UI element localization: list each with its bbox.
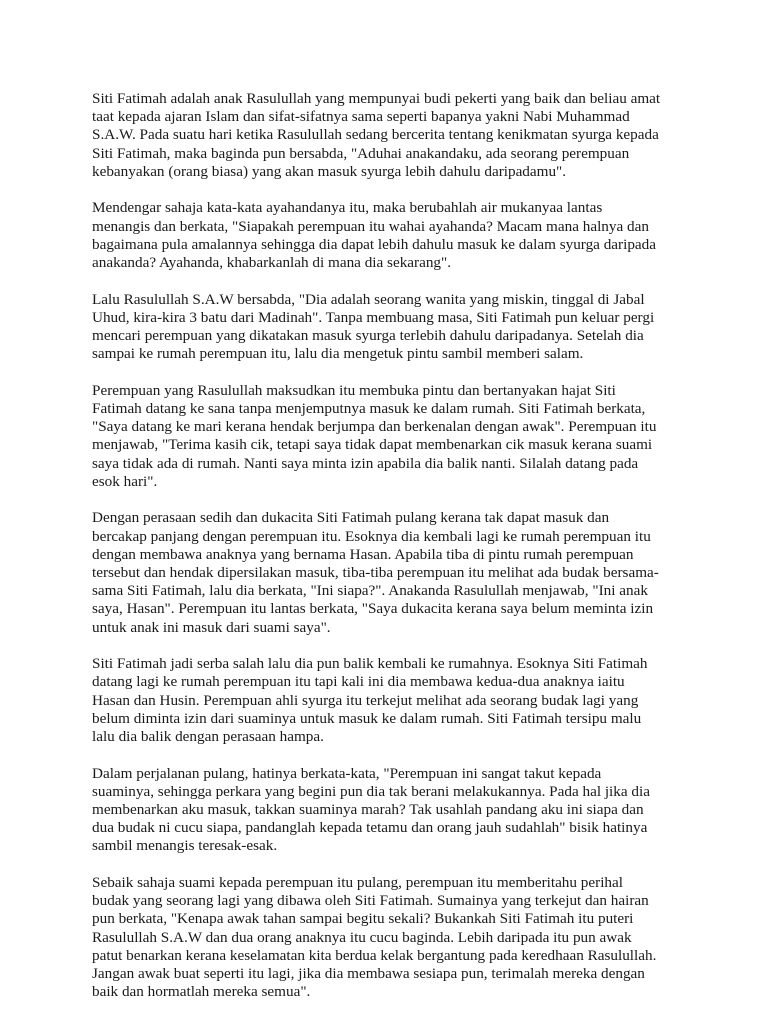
text-line: sampai ke rumah perempuan itu, lalu dia mengetuk pintu sambil memberi salam. (92, 345, 584, 363)
text-line: kebanyakan (orang biasa) yang akan masuk syurga lebih dahulu daripadamu". (92, 162, 567, 180)
document-page (92, 90, 684, 1020)
text-line: Siti Fatimah adalah anak Rasulullah yang mempunyai budi pekerti yang baik dan beliau amat (92, 90, 661, 107)
text-line: Jangan awak buat seperti itu lagi, jika dia membawa sesiapa pun, terimalah mereka dengan (92, 965, 645, 983)
text-line: lalu dia balik dengan perasaan hampa. (92, 728, 324, 746)
text-line: Siti Fatimah, maka baginda pun bersabda, "Aduhai anakandaku, ada seorang perempuan (92, 144, 630, 162)
text-line: "Saya datang ke mari kerana hendak berjumpa dan berkenalan dengan awak". Perempuan itu (92, 418, 657, 436)
text-line: dua budak ni cucu siapa, pandanglah kepada tetamu dan orang jauh sudahlah" bisik hatinya (92, 819, 648, 837)
text-line: Hasan dan Husin. Perempuan ahli syurga itu terkejut melihat ada seorang budak lagi yang (92, 691, 639, 709)
text-line: dengan membawa anaknya yang bernama Hasan. Apabila tiba di pintu rumah perempuan (92, 545, 634, 563)
paragraph (92, 655, 684, 746)
text-line: Lalu Rasulullah S.A.W bersabda, "Dia adalah seorang wanita yang miskin, tinggal di Jabal (92, 290, 645, 308)
paragraph (92, 90, 684, 181)
text-line: pun berkata, "Kenapa awak tahan sampai begitu sekali? Bukankah Siti Fatimah itu puteri (92, 910, 634, 928)
paragraph (92, 291, 684, 364)
text-line: baik dan hormatlah mereka semua". (92, 983, 311, 1001)
text-line: Fatimah datang ke sana tanpa menjemputnya masuk ke dalam rumah. Siti Fatimah berkata, (92, 400, 646, 418)
text-line: belum diminta izin dari suaminya untuk masuk ke dalam rumah. Siti Fatimah tersipu malu (92, 709, 642, 727)
text-line: saya, Hasan". Perempuan itu lantas berkata, "Saya dukacita kerana saya belum meminta izin (92, 600, 654, 618)
text-line: Dengan perasaan sedih dan dukacita Siti Fatimah pulang kerana tak dapat masuk dan (92, 509, 610, 527)
text-line: Rasulullah S.A.W dan dua orang anaknya itu cucu baginda. Lebih daripada itu pun awak (92, 928, 632, 946)
paragraph (92, 765, 684, 856)
text-line: datang lagi ke rumah perempuan itu tapi kali ini dia membawa kedua-dua anaknya iaitu (92, 673, 625, 691)
text-line: esok hari". (92, 472, 158, 490)
paragraph (92, 199, 684, 272)
text-line: menangis dan berkata, "Siapakah perempuan itu wahai ayahanda? Macam mana halnya dan (92, 217, 649, 235)
text-line: menjawab, "Terima kasih cik, tetapi saya tidak dapat membenarkan cik masuk kerana suami (92, 436, 653, 454)
text-line: anakanda? Ayahanda, khabarkanlah di mana dia sekarang". (92, 254, 452, 272)
text-line: bagaimana pula amalannya sehingga dia dapat lebih dahulu masuk ke dalam syurga daripada (92, 235, 656, 253)
text-line: patut benarkan kerana keselamatan kita berdua kelak bergantung pada keredhaan Rasulullah. (92, 946, 657, 964)
paragraph (92, 382, 684, 491)
text-line: suaminya, sehingga perkara yang begini pun dia tak berani melakukannya. Pada hal jika dia (92, 782, 650, 800)
text-line: sambil menangis teresak-esak. (92, 837, 278, 855)
text-line: mencari perempuan yang dikatakan masuk syurga terlebih dahulu daripadanya. Setelah dia (92, 327, 644, 345)
text-line: Dalam perjalanan pulang, hatinya berkata-kata, "Perempuan ini sangat takut kepada (92, 764, 602, 782)
text-line: untuk anak ini masuk dari suami saya". (92, 618, 331, 636)
text-line: S.A.W. Pada suatu hari ketika Rasulullah sedang bercerita tentang kenikmatan syurga kepada (92, 126, 659, 144)
text-line: tersebut dan hendak dipersilakan masuk, tiba-tiba perempuan itu melihat ada budak bersama- (92, 564, 659, 582)
text-line: Sebaik sahaja suami kepada perempuan itu pulang, perempuan itu memberitahu perihal (92, 874, 623, 892)
text-line: sama Siti Fatimah, lalu dia berkata, "Ini siapa?". Anakanda Rasulullah menjawab, "Ini anak (92, 582, 648, 600)
text-line: budak yang seorang lagi yang dibawa oleh Siti Fatimah. Sumainya yang terkejut dan hairan (92, 892, 649, 910)
paragraph (92, 509, 684, 636)
text-line: saya tidak ada di rumah. Nanti saya minta izin apabila dia balik nanti. Silalah datang pada (92, 454, 639, 472)
paragraph (92, 874, 684, 1001)
text-line: Perempuan yang Rasulullah maksudkan itu membuka pintu dan bertanyakan hajat Siti (92, 381, 616, 399)
text-line: Uhud, kira-kira 3 batu dari Madinah". Tanpa membuang masa, Siti Fatimah pun keluar pergi (92, 308, 655, 326)
text-line: membenarkan aku masuk, takkan suaminya marah? Tak usahlah pandang aku ini siapa dan (92, 801, 644, 819)
text-line: taat kepada ajaran Islam dan sifat-sifatnya sama seperti bapanya yakni Nabi Muhammad (92, 108, 630, 126)
text-line: Mendengar sahaja kata-kata ayahandanya itu, maka berubahlah air mukanyaa lantas (92, 199, 603, 217)
text-line: Siti Fatimah jadi serba salah lalu dia pun balik kembali ke rumahnya. Esoknya Siti Fatimah (92, 655, 648, 673)
text-line: bercakap panjang dengan perempuan itu. Esoknya dia kembali lagi ke rumah perempuan itu (92, 527, 651, 545)
